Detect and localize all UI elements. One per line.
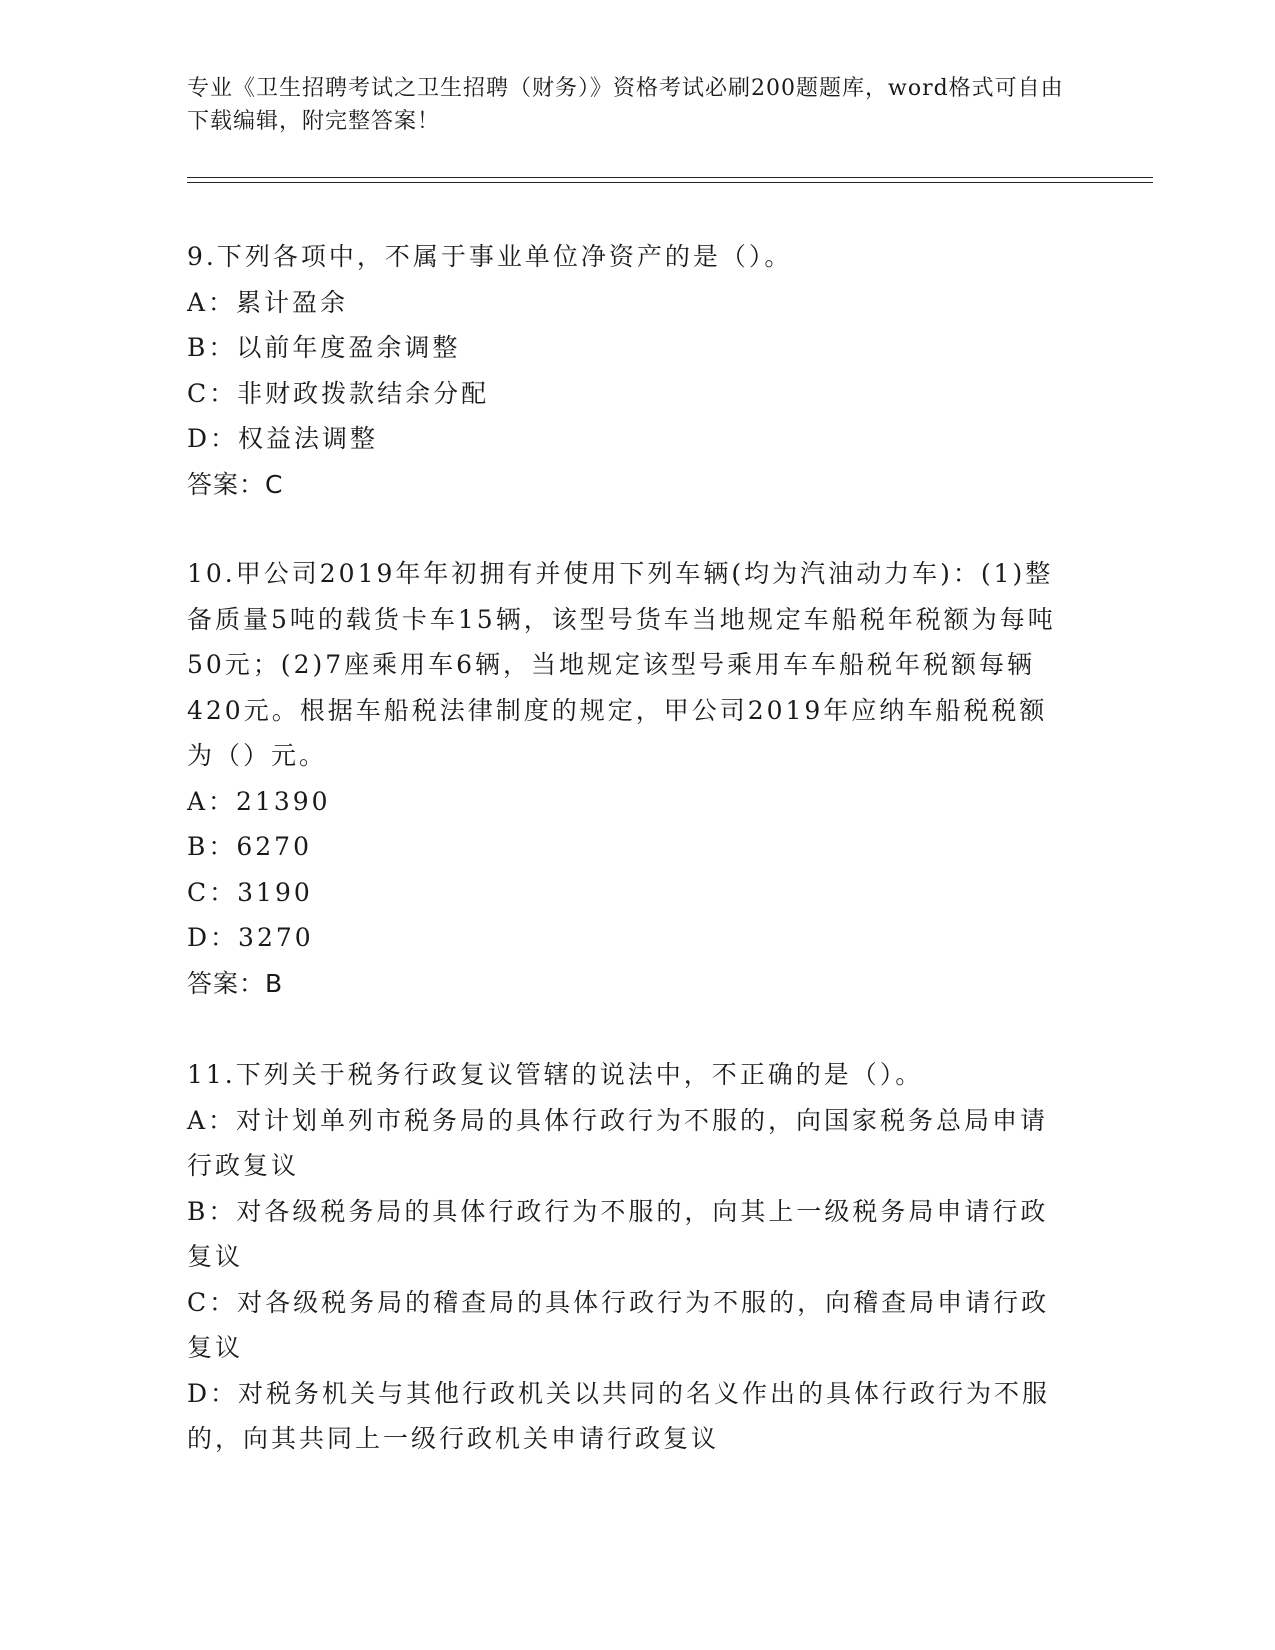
question-10 [187, 551, 1067, 1006]
answer: 答案：B [187, 968, 284, 998]
option-b: B：6270 [187, 832, 312, 861]
header-divider-bottom [187, 182, 1153, 183]
question-stem: 10.甲公司2019年年初拥有并使用下列车辆(均为汽油动力车)：(1)整备质量5吨的载货卡车15辆，该型号货车当地规定车船税年税额为每吨50元；(2)7座乘用车6辆，当地规定该型号乘用车车船税年税额每辆420元。根据车船税法律制度的规定，甲公司2019年应纳车船税税额为（）元。 [187, 559, 1056, 770]
document-header: 专业《卫生招聘考试之卫生招聘（财务）》资格考试必刷200题题库，word格式可自由下载编辑，附完整答案！ [187, 76, 1064, 134]
option-d: D：权益法调整 [187, 424, 379, 453]
option-d: D：对税务机关与其他行政机关以共同的名义作出的具体行政行为不服的，向其共同上一级行政机关申请行政复议 [187, 1378, 1051, 1453]
option-a: A：21390 [187, 786, 331, 816]
question-stem: 9.下列各项中，不属于事业单位净资产的是（）。 [187, 242, 793, 271]
question-stem: 11.下列关于税务行政复议管辖的说法中，不正确的是（）。 [187, 1060, 924, 1089]
answer: 答案：C [187, 469, 284, 499]
option-a: A：对计划单列市税务局的具体行政行为不服的，向国家税务总局申请行政复议 [187, 1105, 1049, 1180]
option-b: B：以前年度盈余调整 [187, 333, 461, 362]
question-9 [187, 234, 1067, 507]
question-11 [187, 1052, 1067, 1462]
option-d: D：3270 [187, 923, 314, 952]
option-b: B：对各级税务局的具体行政行为不服的，向其上一级税务局申请行政复议 [187, 1196, 1049, 1271]
header-divider-top [187, 177, 1153, 178]
option-c: C：非财政拨款结余分配 [187, 378, 490, 408]
option-a: A：累计盈余 [187, 287, 349, 317]
option-c: C：3190 [187, 877, 313, 907]
option-c: C：对各级税务局的稽查局的具体行政行为不服的，向稽查局申请行政复议 [187, 1287, 1050, 1362]
